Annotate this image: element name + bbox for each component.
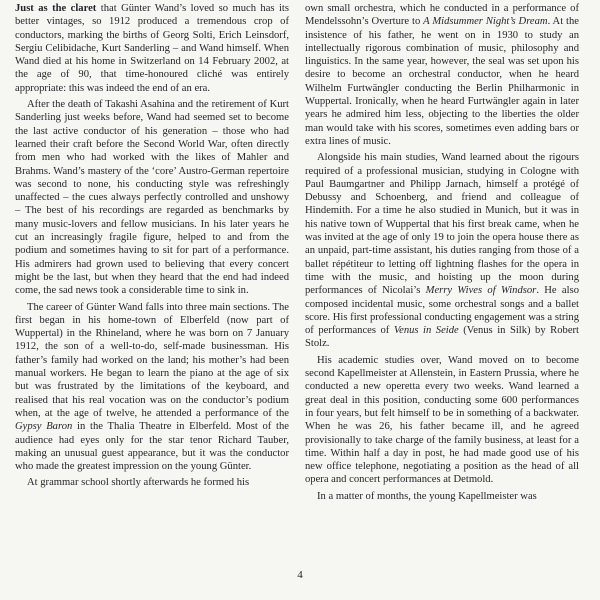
paragraph-text: Alongside his main studies, Wand learned about the rigours required of a professional musician, studying in Cologne with Paul Baumgartner and Philipp Jarnach, himself a protégé of Debussy and Schoenberg, and friend and colleague of Hindemith. For a time he also studied in Munich, but it was in his native town of Wuppertal that his first break came, when he was invited at the age of only 19 to join the opera house there as an unpaid, part-time assistant, his duties ranging from those of a ballet répétiteur to letting off lightning flashes for the opera in time with the music, and hoisting up the moon during performances of Nicolai’s (305, 152, 579, 297)
paragraph-matter-of-months: In a matter of months, the young Kapellmeister was (317, 490, 537, 502)
right-column (305, 2, 579, 506)
left-column (15, 2, 289, 493)
paragraph-text: The career of Günter Wand falls into three main sections. The first began in his home-town of Elberfeld (now part of Wuppertal) in the Rhineland, where he was born on 7 January 1912, the son of a well-to-do, self-made businessman. His father’s family had worked on the land; his mother’s had been manual workers. He began to learn the piano at the age of six but was frustrated by the limitations of the keyboard, and realised that his real vocation was on the conductor’s podium when, at the age of twelve, he attended a performance of the (15, 301, 289, 419)
paragraph-grammar-school: At grammar school shortly afterwards he formed his (27, 477, 250, 489)
paragraph-kapellmeister: His academic studies over, Wand moved on to become second Kapellmeister at Allenstein, in Eastern Prussia, where he conducted a new operetta every two weeks. Wand learned a great deal in this position, conducting some 600 performances in four years, but felt himself to be in something of a backwater. When he was 26, his father became ill, and he agreed provisionally to take charge of the family business, at least for a time. Within half a day in post, he had made good use of his new office telephone, negotiating a position as the head of all opera and concert performances at Detmold. (305, 354, 579, 486)
paragraph-own-orchestra (305, 2, 579, 148)
work-title: Venus in Seide (393, 325, 459, 337)
paragraph-text: . At the insistence of his father, he went on in 1930 to study an intellectually rigorous combination of music, philosophy and linguistics. In the same year, however, the seal was set upon his desire to become an orchestral conductor, when he heard Wilhelm Furtwängler conducting the Berlin Philharmonic in Wuppertal. Ironically, when he heard Furtwängler again in later years he admired him less, objecting to the liberties the older man would take with his scores, sometimes even adding bars or extra lines of music. (305, 16, 579, 147)
paragraph-opening (15, 2, 289, 95)
work-title: Merry Wives of Windsor (425, 285, 537, 297)
paragraph-text: that Günter Wand’s loved so much has its better vintages, so 1912 produced a tremendous crop of conductors, marking the births of Georg Solti, Erich Leinsdorf, Sergiu Celibidache, Kurt Sanderling – and Wand himself. When Wand died at his home in Switzerland on 14 February 2002, at the age of 90, that time-honoured cliché was entirely appropriate: this was indeed the end of an era. (15, 3, 289, 94)
page-number: 4 (297, 569, 303, 581)
paragraph-studies (305, 151, 579, 350)
work-title: A Midsummer Night’s Dream (423, 16, 548, 28)
work-title: Gypsy Baron (15, 421, 73, 433)
paragraph-career-sections (15, 301, 289, 474)
paragraph-last-of-generation: After the death of Takashi Asahina and the retirement of Kurt Sanderling just weeks before, Wand had seemed set to become the last active conductor of his generation – those who had learned their craft before the Second World War, often directly from men who had worked with the likes of Mahler and Brahms. Wand’s mastery of the ‘core’ Austro-German repertoire was second to none, his conducting style was refreshingly unaffected – the cues always perfectly controlled and unshowy – The best of his recordings are regarded as benchmarks by many music-lovers and fellow musicians. In his later years he cut an increasingly fragile figure, helped to and from the podium and sometimes having to sit for part of a performance. His admirers had grown used to believing that every concert might be the last, but when they heard that the end had indeed come, the sad news took a considerable time to sink in. (15, 99, 289, 297)
paragraph-text: in the Thalia Theatre in Elberfeld. Most of the audience had eyes only for the star tenor Richard Tauber, making an unusual guest appearance, but it was the conductor who made the greatest impression on the young Günter. (15, 421, 290, 473)
lead-in-bold: Just as the claret (15, 3, 97, 14)
paragraph-text: . He also composed incidental music, some orchestral songs and a ballet score. His first professional conducting engagement was a string of performances of (305, 285, 579, 337)
paragraph-text: own small orchestra, which he conducted in a performance of Mendelssohn’s Overture to (305, 3, 579, 28)
paragraph-text: (Venus in Silk) by Robert Stolz. (305, 325, 579, 350)
